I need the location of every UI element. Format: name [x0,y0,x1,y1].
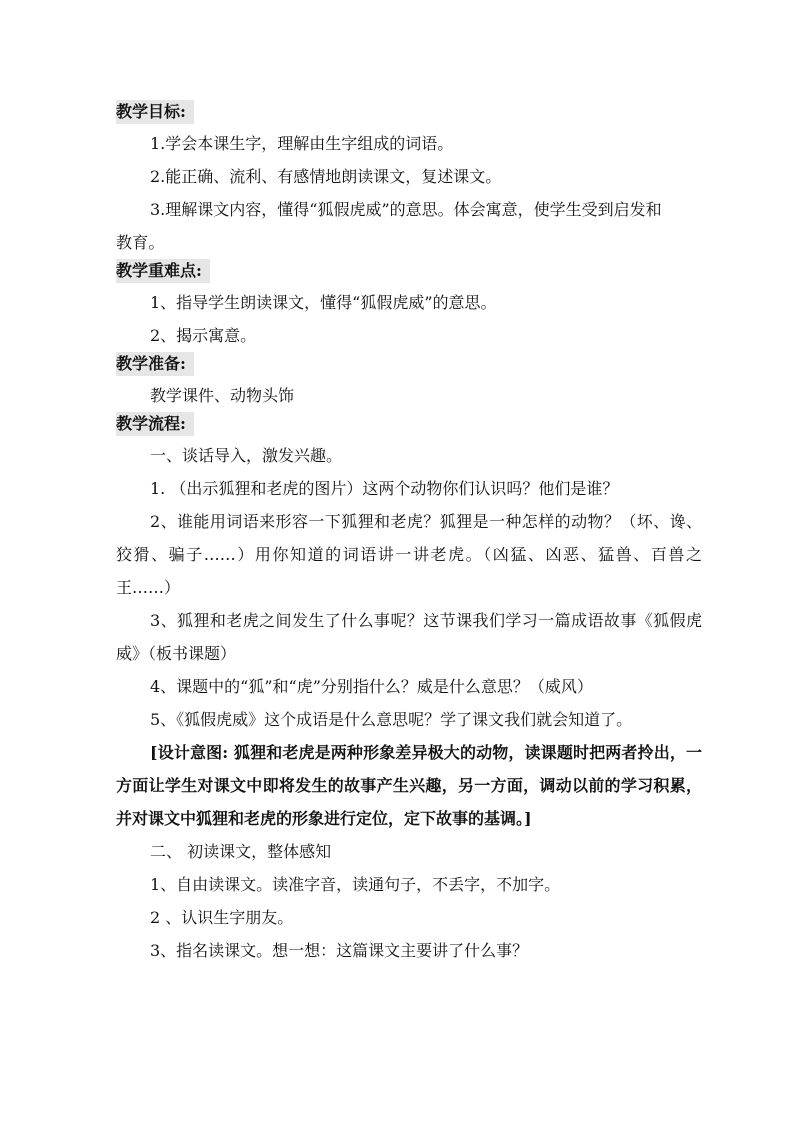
process-part2-item-2: 2 、认识生字朋友。 [150,908,294,927]
goal-item-3-continued: 教育。 [116,233,165,252]
keypoint-item-1: 1、指导学生朗读课文，懂得“狐假虎威”的意思。 [150,293,497,312]
process-part1-title: 一、谈话导入，激发兴趣。 [150,446,343,465]
process-part1-item-3: 3、狐狸和老虎之间发生了什么事呢？这节课我们学习一篇成语故事《狐假虎威》（板书课题） [116,611,702,663]
process-part1-item-5: 5、《狐假虎威》这个成语是什么意思呢？学了课文我们就会知道了。 [150,710,633,729]
keypoints-heading: 教学重难点: [116,259,210,283]
lesson-plan-page [116,100,702,967]
process-part1-item-2: 2、谁能用词语来形容一下狐狸和老虎？狐狸是一种怎样的动物？（坏、谗、狡猾、骗子……）用你知道的词语讲一讲老虎。（凶猛、凶恶、猛兽、百兽之王……） [116,512,702,597]
prep-item-1: 教学课件、动物头饰 [150,386,295,405]
goals-heading: 教学目标: [116,100,194,124]
process-part1-item-4: 4、课题中的“狐”和“虎”分别指什么？威是什么意思？（威风） [150,677,593,696]
process-part2-item-3: 3、指名读课文。想一想：这篇课文主要讲了什么事？ [150,941,529,960]
process-part2-title: 二、 初读课文，整体感知 [150,842,332,861]
keypoint-item-2: 2、揭示寓意。 [150,326,257,345]
process-heading: 教学流程: [116,412,194,436]
design-intent-note: [设计意图: 狐狸和老虎是两种形象差异极大的动物，读课题时把两者拎出，一方面让学生对课文中即将发生的故事产生兴趣，另一方面，调动以前的学习积累，并对课文中狐狸和老虎的形象进行定位，定下故事的基调。] [116,743,702,828]
goal-item-1: 1.学会本课生字，理解由生字组成的词语。 [150,134,454,153]
process-part1-item-1: 1. （出示狐狸和老虎的图片）这两个动物你们认识吗？他们是谁？ [150,479,619,498]
goal-item-2: 2.能正确、流利、有感情地朗读课文，复述课文。 [150,167,502,186]
process-part2-item-1: 1、自由读课文。读准字音，读通句子，不丢字，不加字。 [150,875,561,894]
prep-heading: 教学准备: [116,352,194,376]
goal-item-3: 3.理解课文内容，懂得“狐假虎威”的意思。体会寓意，使学生受到启发和 [150,200,662,219]
